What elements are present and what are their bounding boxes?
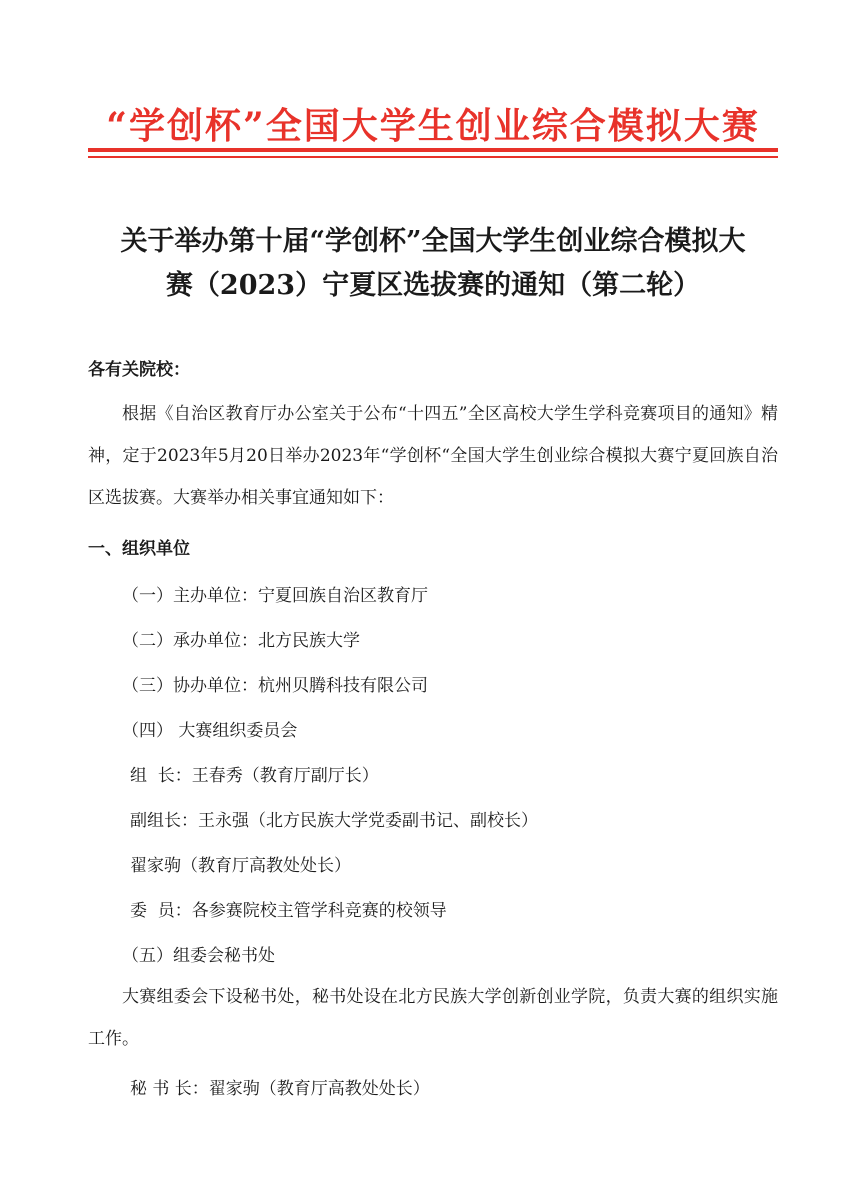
secretariat-paragraph: 大赛组委会下设秘书处，秘书处设在北方民族大学创新创业学院，负责大赛的组织实施工作。 (88, 987, 778, 1049)
committee-deputy: 副组长：王永强（北方民族大学党委副书记、副校长） (130, 811, 538, 831)
masthead-rule-thick (88, 148, 778, 152)
notice-title-line1: 关于举办第十届“学创杯”全国大学生创业综合模拟大 (120, 226, 746, 257)
committee-leader: 组 长：王春秀（教育厅副厅长） (130, 766, 379, 786)
org-item-host: （一）主办单位：宁夏回族自治区教育厅 (122, 586, 428, 606)
notice-title-line2: 赛（2023）宁夏区选拔赛的通知（第二轮） (165, 270, 701, 301)
org-item-co-organizer: （三）协办单位：杭州贝腾科技有限公司 (122, 676, 428, 696)
secretary-general: 秘 书 长：翟家驹（教育厅高教处处长） (130, 1079, 430, 1099)
committee-members: 委 员：各参赛院校主管学科竞赛的校领导 (130, 901, 447, 921)
masthead-rule-thin (88, 156, 778, 158)
committee-deputy-2: 翟家驹（教育厅高教处处长） (130, 856, 351, 876)
org-item-committee: （四） 大赛组织委员会 (122, 721, 298, 741)
secretariat-heading: （五）组委会秘书处 (122, 946, 275, 966)
notice-title (88, 220, 778, 308)
intro-paragraph: 根据《自治区教育厅办公室关于公布“十四五”全区高校大学生学科竞赛项目的通知》精神，定于2023年5月20日举办2023年“学创杯“全国大学生创业综合模拟大赛宁夏回族自治区选拔赛。大赛举办相关事宜通知如下： (88, 404, 778, 508)
salutation: 各有关院校： (88, 360, 190, 380)
masthead-title: “学创杯”全国大学生创业综合模拟大赛 (106, 105, 760, 147)
section1-heading: 一、组织单位 (88, 539, 190, 559)
org-item-organizer: （二）承办单位：北方民族大学 (122, 631, 360, 651)
